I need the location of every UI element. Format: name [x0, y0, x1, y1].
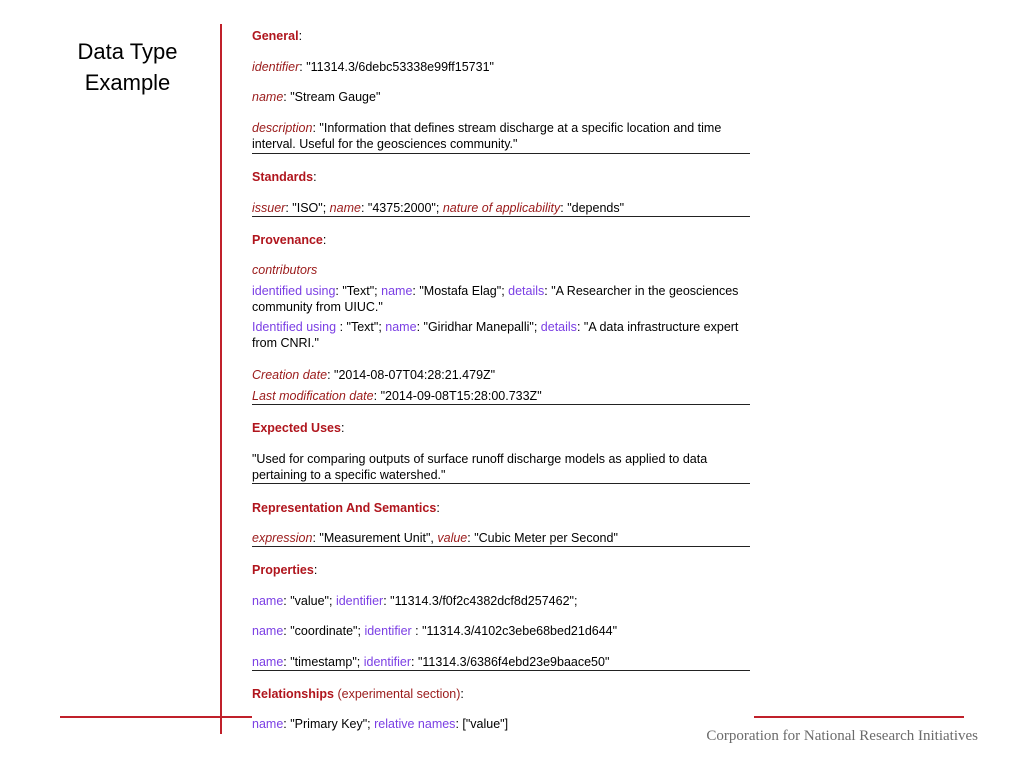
property-item: name: "coordinate"; identifier : "11314.3/4102c3ebe68bed21d644" — [252, 624, 618, 638]
general-description: description: "Information that defines stream discharge at a specific location and time interval. Useful for the geosciences community." — [252, 121, 722, 151]
slide-title — [60, 36, 195, 98]
provenance-heading: Provenance: — [252, 233, 327, 247]
slide-title-line2: Example — [84, 70, 171, 95]
property-item: name: "value"; identifier: "11314.3/f0f2c4382dcf8d257462"; — [252, 594, 578, 608]
section-divider — [252, 546, 750, 547]
vertical-divider — [220, 24, 222, 734]
section-divider — [252, 483, 750, 484]
footer-rule-left — [60, 716, 252, 718]
standards-heading: Standards: — [252, 170, 317, 184]
contributor-entry: identified using: "Text"; name: "Mostafa Elag"; details: "A Researcher in the geosciences community from UIUC." — [252, 284, 739, 314]
section-divider — [252, 216, 750, 217]
last-modification-date: Last modification date: "2014-09-08T15:28:00.733Z" — [252, 389, 542, 403]
contributor-entry: Identified using : "Text"; name: "Giridhar Manepalli"; details: "A data infrastructure expert from CNRI." — [252, 320, 739, 350]
properties-heading: Properties: — [252, 563, 318, 577]
standards-entry: issuer: "ISO"; name: "4375:2000"; nature of applicability: "depends" — [252, 201, 625, 215]
slide-title-line1: Data Type — [77, 39, 178, 64]
section-divider — [252, 404, 750, 405]
general-heading: General: — [252, 29, 303, 43]
section-divider — [252, 153, 750, 154]
contributors-label: contributors — [252, 263, 318, 277]
creation-date: Creation date: "2014-08-07T04:28:21.479Z" — [252, 368, 496, 382]
general-identifier: identifier: "11314.3/6debc53338e99ff15731" — [252, 60, 494, 74]
representation-entry: expression: "Measurement Unit", value: "Cubic Meter per Second" — [252, 531, 618, 545]
footer-organization: Corporation for National Research Initiatives — [706, 728, 978, 744]
representation-heading: Representation And Semantics: — [252, 501, 440, 515]
property-item: name: "timestamp"; identifier: "11314.3/6386f4ebd23e9baace50" — [252, 655, 610, 669]
relationship-entry: name: "Primary Key"; relative names: ["value"] — [252, 717, 509, 731]
footer-rule-right — [754, 716, 964, 718]
general-name: name: "Stream Gauge" — [252, 90, 381, 104]
expected-uses-heading: Expected Uses: — [252, 421, 345, 435]
section-divider — [252, 670, 750, 671]
expected-uses-text: "Used for comparing outputs of surface runoff discharge models as applied to data pertaining to a specific watershed." — [252, 452, 708, 482]
relationships-heading: Relationships (experimental section): — [252, 687, 464, 701]
